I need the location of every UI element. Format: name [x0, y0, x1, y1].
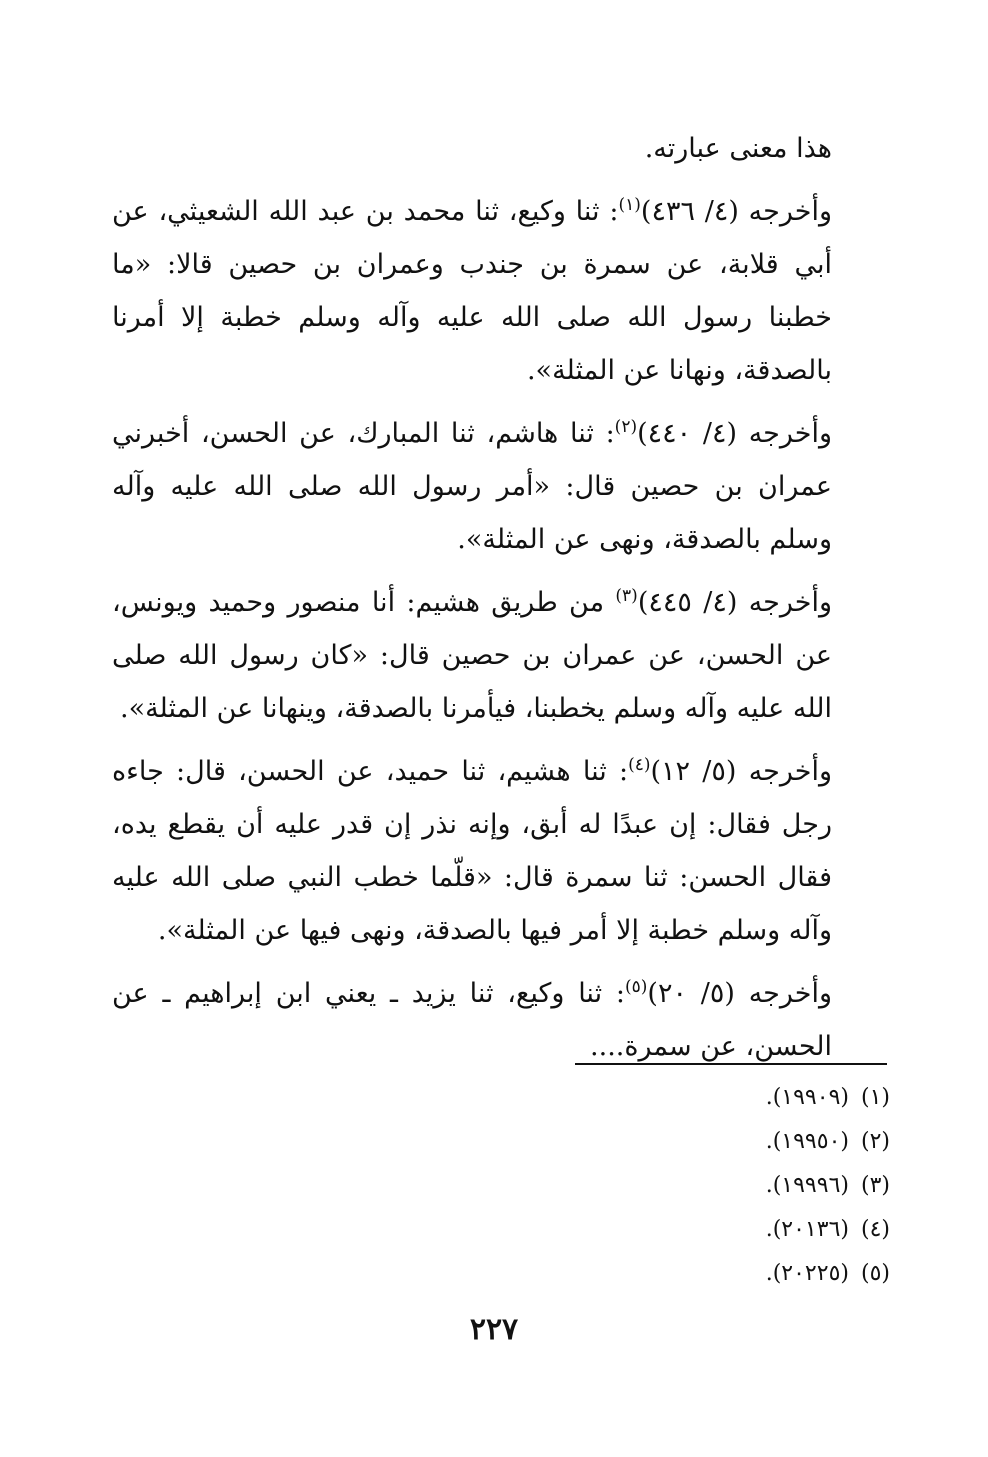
citation-text: وأخرجه (٤/ ٤٤٥)	[637, 587, 832, 618]
paragraph-text: هذا معنى عبارته.	[644, 133, 832, 164]
footnote-text: (١٩٩٩٦).	[765, 1173, 849, 1198]
citation-text: وأخرجه (٥/ ١٢)	[650, 756, 832, 787]
footnote-number: (٣)	[860, 1173, 890, 1198]
page-number: ٢٢٧	[469, 1312, 519, 1347]
footnote-item	[560, 1208, 890, 1252]
paragraph-5	[112, 745, 832, 957]
footnote-text: (١٩٩٠٩).	[765, 1085, 849, 1110]
citation-text: وأخرجه (٤/ ٤٤٠)	[637, 418, 832, 449]
citation-text: وأخرجه (٤/ ٤٣٦)	[640, 196, 832, 227]
footnote-ref-5[interactable]: (٥)	[624, 977, 648, 997]
footnote-number: (٥)	[860, 1261, 890, 1286]
paragraph-text: : ثنا هاشم، ثنا المبارك، عن الحسن، أخبرني عمران بن حصين قال: «أمر رسول الله صلى الله عليه وآله وسلم بالصدقة، ونهى عن المثلة».	[112, 418, 832, 555]
footnote-ref-3[interactable]: (٣)	[615, 586, 638, 606]
paragraph-3	[112, 407, 832, 566]
paragraph-1	[112, 122, 832, 175]
paragraph-6	[112, 967, 832, 1073]
footnote-ref-4[interactable]: (٤)	[628, 755, 651, 775]
footnote-ref-1[interactable]: (١)	[618, 195, 641, 215]
footnote-number: (٢)	[860, 1129, 890, 1154]
paragraph-4	[112, 576, 832, 735]
footnote-text: (٢٠٢٢٥).	[765, 1261, 849, 1286]
paragraph-2	[112, 185, 832, 397]
footnote-number: (٤)	[860, 1217, 890, 1242]
citation-text: وأخرجه (٥/ ٢٠)	[647, 978, 832, 1009]
paragraph-text: من طريق هشيم: أنا منصور وحميد ويونس، عن الحسن، عن عمران بن حصين قال: «كان رسول الله صلى الله عليه وآله وسلم يخطبنا، فيأمرنا بالصدقة، وينهانا عن المثلة».	[112, 587, 832, 724]
main-text	[112, 122, 832, 1083]
footnote-item	[560, 1164, 890, 1208]
footnote-text: (٢٠١٣٦).	[765, 1217, 849, 1242]
footnote-item	[560, 1252, 890, 1296]
footnote-item	[560, 1076, 890, 1120]
paragraph-text: : ثنا هشيم، ثنا حميد، عن الحسن، قال: جاءه رجل فقال: إن عبدًا له أبق، وإنه نذر إن قدر عليه أن يقطع يده، فقال الحسن: ثنا سمرة قال: «قلّما خطب النبي صلى الله عليه وآله وسلم خطبة إلا أمر فيها بالصدقة، ونهى فيها عن المثلة».	[112, 756, 832, 946]
footnote-ref-2[interactable]: (٢)	[614, 417, 638, 437]
footnote-number: (١)	[860, 1085, 890, 1110]
footnote-item	[560, 1120, 890, 1164]
footnote-separator	[575, 1063, 887, 1065]
paragraph-text: : ثنا وكيع، ثنا يزيد ـ يعني ابن إبراهيم ـ عن الحسن، عن سمرة....	[112, 978, 832, 1062]
footnotes-list	[560, 1076, 890, 1296]
paragraph-text: : ثنا وكيع، ثنا محمد بن عبد الله الشعيثي، عن أبي قلابة، عن سمرة بن جندب وعمران بن حصين قالا: «ما خطبنا رسول الله صلى الله عليه وآله وسلم خطبة إلا أمرنا بالصدقة، ونهانا عن المثلة».	[112, 196, 832, 386]
footnote-text: (١٩٩٥٠).	[765, 1129, 849, 1154]
